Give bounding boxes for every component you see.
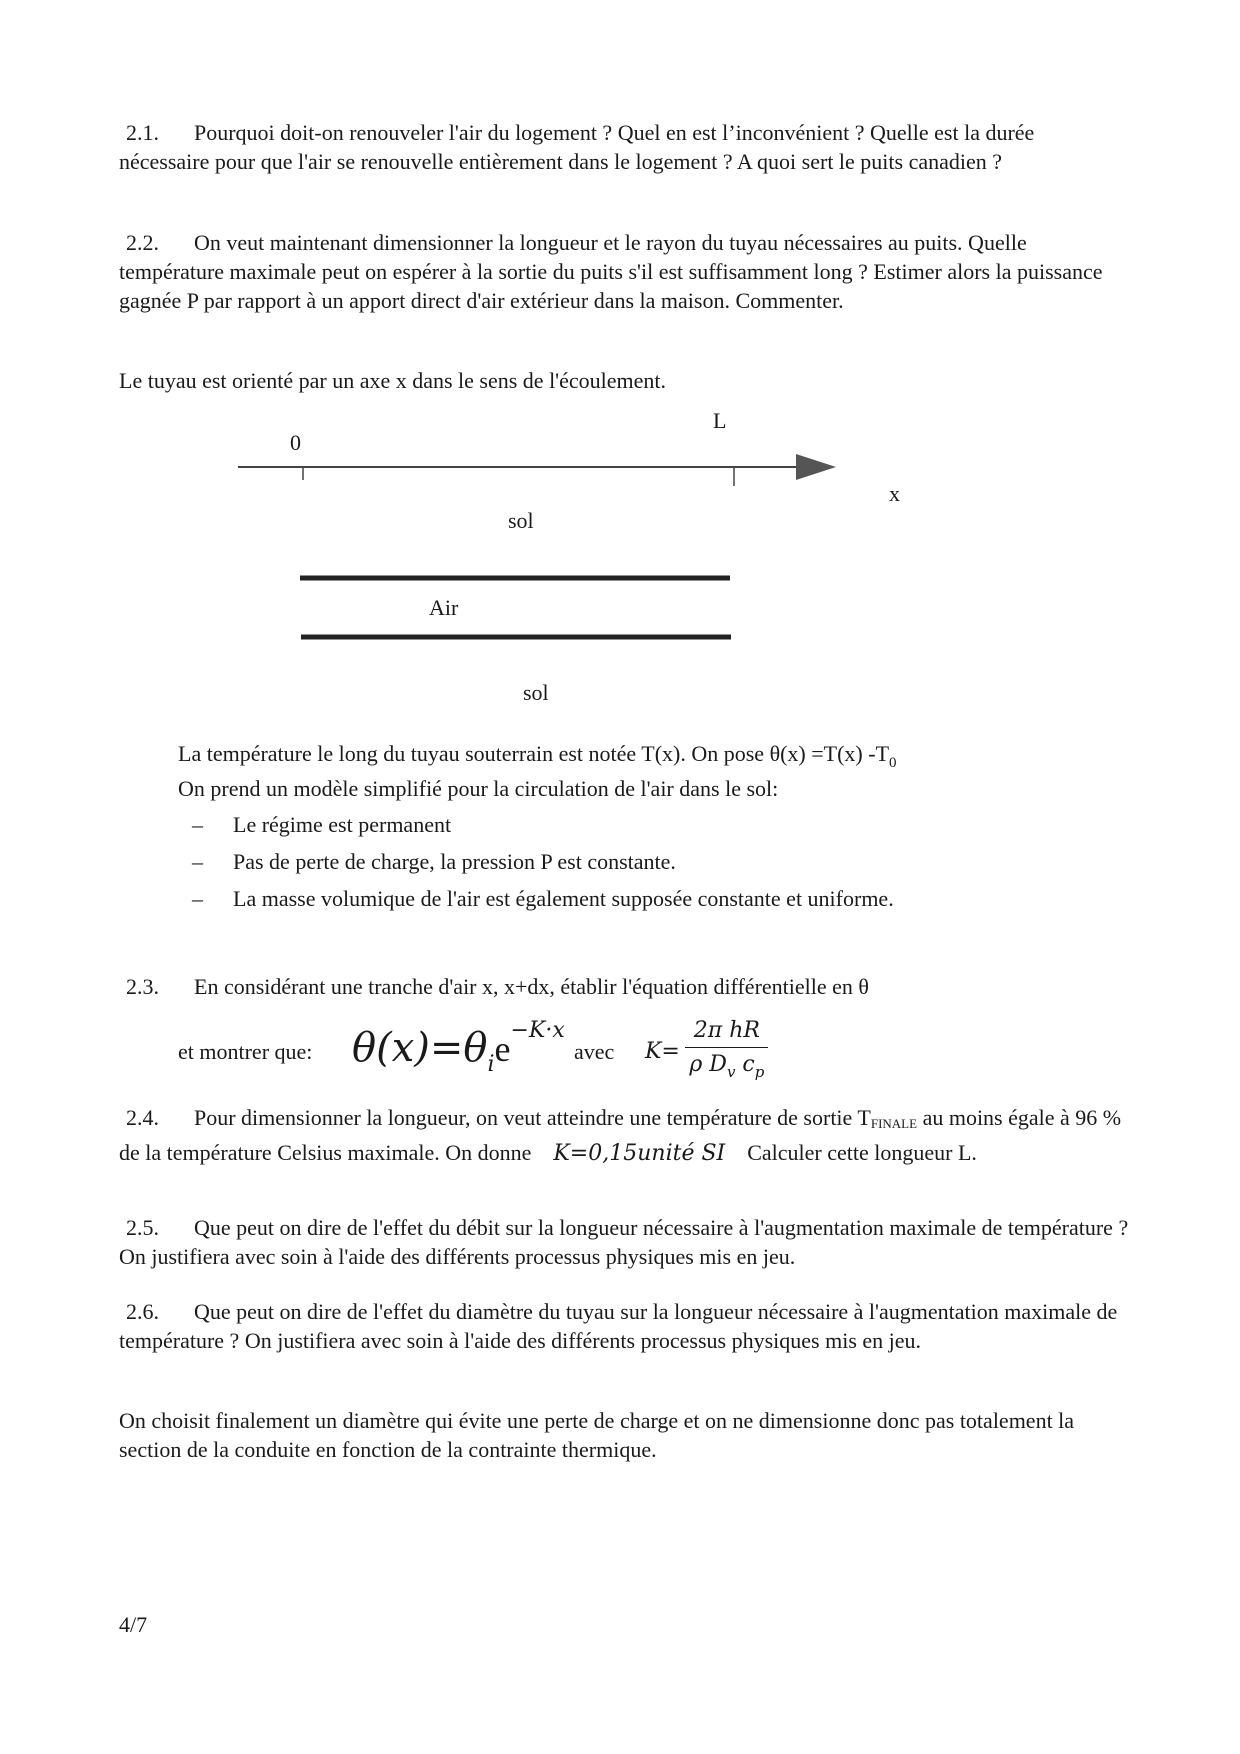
x-axis-arrowhead: [796, 454, 836, 480]
label-sol-bottom: sol: [523, 680, 549, 705]
label-air: Air: [429, 595, 459, 620]
pipe-diagram: [0, 400, 1240, 740]
question-text: Pourquoi doit-on renouveler l'air du logement ? Quel en est l’inconvénient ? Quelle est la durée nécessaire pour que l'air se renouvelle entièrement dans le logement ? A quoi sert le puits canadien ?: [119, 120, 1035, 174]
list-item: – La masse volumique de l'air est également supposée constante et uniforme.: [192, 886, 894, 911]
conclusion-paragraph: On choisit finalement un diamètre qui évite une perte de charge et on ne dimensionne donc pas totalement la section de la conduite en fonction de la contrainte thermique.: [119, 1408, 1075, 1462]
question-2-1: [119, 118, 1129, 176]
question-number: 2.4.: [126, 1105, 159, 1130]
axis-intro: Le tuyau est orienté par un axe x dans le sens de l'écoulement.: [119, 368, 667, 393]
avec-label: avec: [574, 1039, 615, 1064]
question-2-4: 2.4. Pour dimensionner la longueur, on veut atteindre une température de sortie TFINALE au moins égale à 96 % de la température Celsius maximale. On donne K=0,15unité SI Calculer cette longueur L.: [119, 1105, 1122, 1166]
label-sol-top: sol: [508, 508, 534, 533]
question-2-2: [119, 228, 1129, 315]
question-text: En considérant une tranche d'air x, x+dx, établir l'équation différentielle en θ: [194, 974, 869, 999]
question-number: 2.2.: [126, 230, 159, 255]
question-number: 2.5.: [126, 1215, 159, 1240]
show-label: et montrer que:: [178, 1039, 313, 1064]
question-number: 2.1.: [126, 120, 159, 145]
list-item: – Pas de perte de charge, la pression P est constante.: [192, 849, 676, 874]
question-number: 2.6.: [126, 1299, 159, 1324]
page-number: 4/7: [119, 1612, 148, 1637]
question-2-6: [119, 1297, 1129, 1355]
question-text: On veut maintenant dimensionner la longueur et le rayon du tuyau nécessaires au puits. Quelle température maximale peut on espérer à la sortie du puits s'il est suffisamment long ? Estimer alors la puissance gagnée P par rapport à un apport direct d'air extérieur dans la maison. Commenter.: [119, 230, 1103, 313]
label-zero: 0: [290, 430, 301, 455]
k-equation: K= $\frac{\text{2π hR}}{\rho D_v c_p}$: [645, 1016, 768, 1087]
label-x: x: [889, 481, 900, 506]
model-assumptions: [178, 806, 894, 917]
question-text: Que peut on dire de l'effet du diamètre du tuyau sur la longueur nécessaire à l'augmentation maximale de température ? On justifiera avec soin à l'aide des différents processus physiques mis en jeu.: [119, 1299, 1118, 1353]
model-line-2: On prend un modèle simplifié pour la circulation de l'air dans le sol:: [178, 776, 779, 801]
question-2-5: [119, 1213, 1129, 1271]
label-L: L: [713, 408, 727, 433]
theta-equation: θ(x)=θie−K·x: [352, 1018, 565, 1077]
list-item: – Le régime est permanent: [192, 812, 452, 837]
question-text: Que peut on dire de l'effet du débit sur la longueur nécessaire à l'augmentation maximale de température ? On justifiera avec soin à l'aide des différents processus physiques mis en jeu.: [119, 1215, 1129, 1269]
question-number: 2.3.: [126, 974, 159, 999]
question-2-3: [119, 972, 1129, 1001]
model-line-1: La température le long du tuyau souterrain est notée T(x). On pose θ(x) =T(x) $-T_0$: [178, 741, 897, 771]
